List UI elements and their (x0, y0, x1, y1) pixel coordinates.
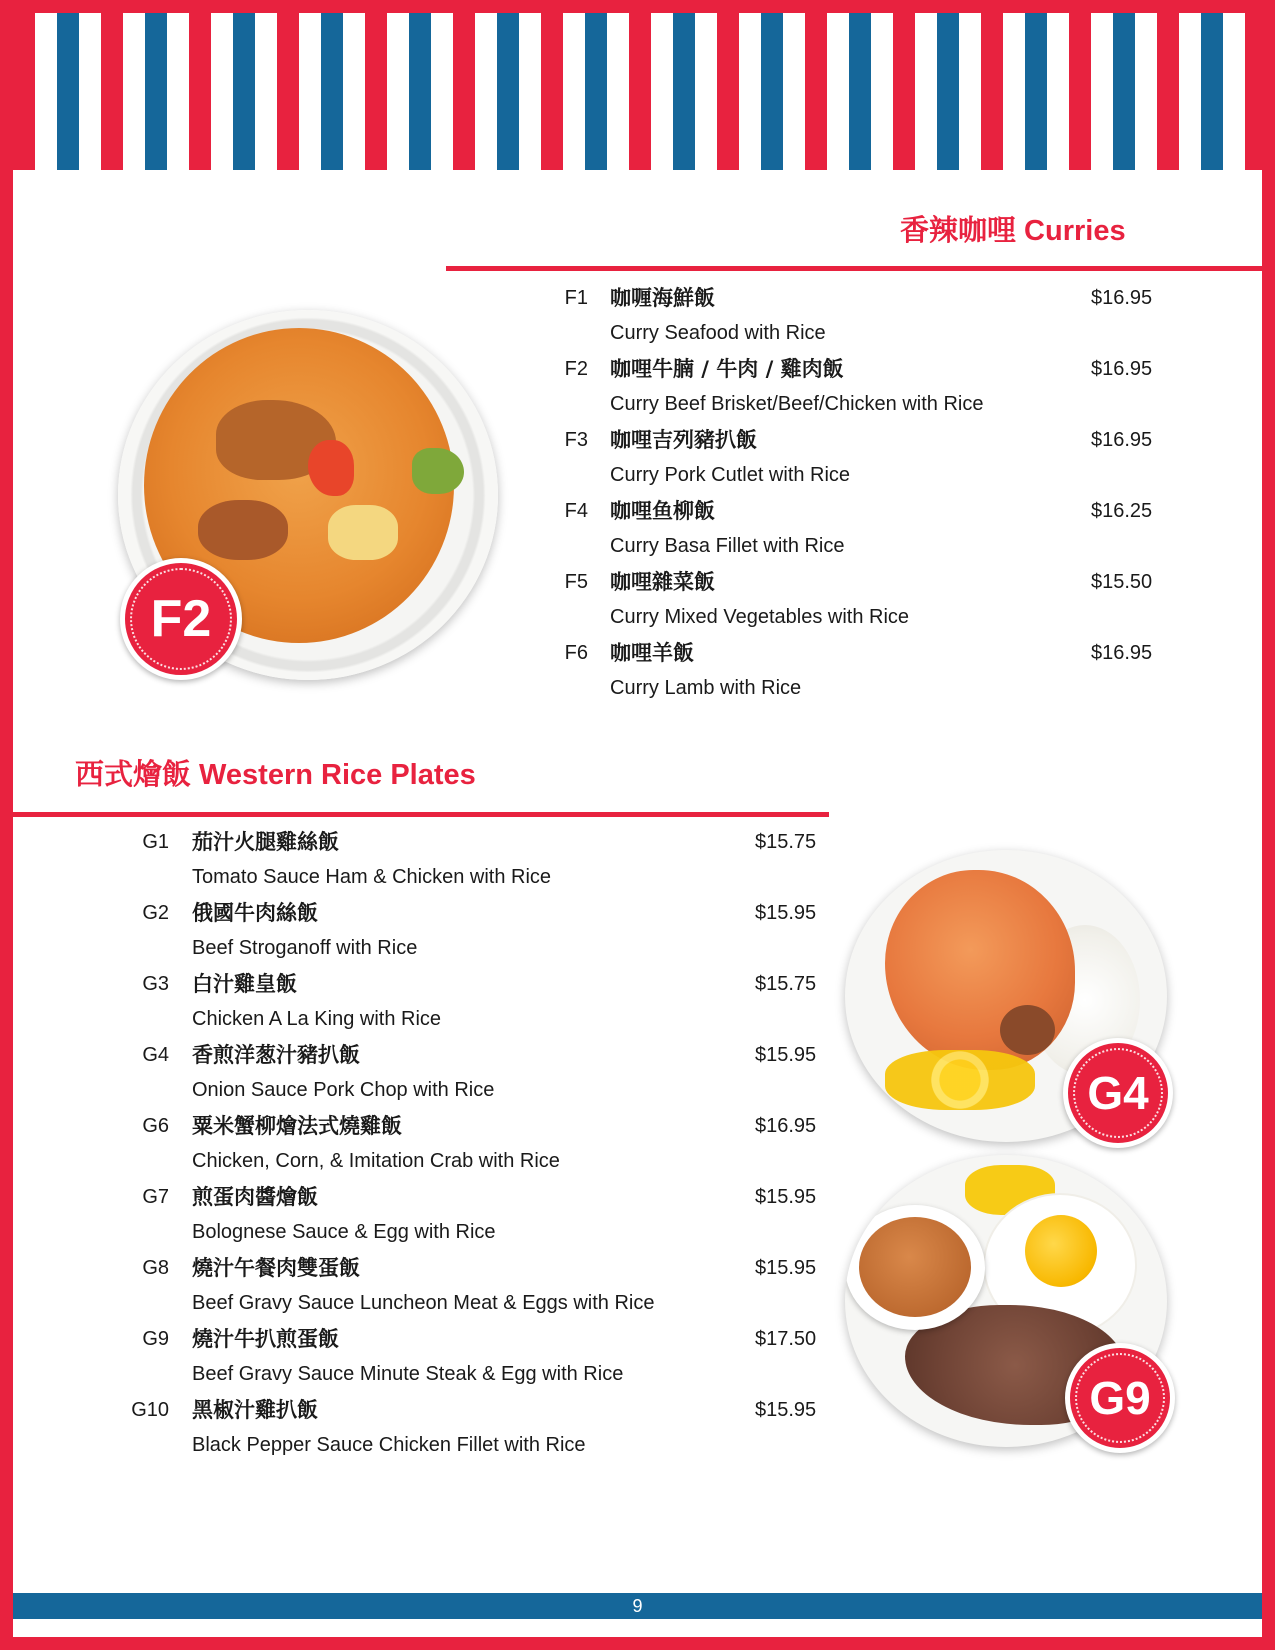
footer-bar (13, 1593, 1262, 1619)
item-price: $16.95 (1091, 642, 1153, 664)
item-english-name: Curry Mixed Vegetables with Rice (610, 606, 910, 628)
item-chinese-name: 煎蛋肉醬燴飯 (192, 1185, 318, 1209)
item-chinese-name: 香煎洋葱汁豬扒飯 (192, 1043, 360, 1067)
item-code: G9 (142, 1328, 169, 1350)
item-chinese-name: 咖哩鱼柳飯 (610, 499, 715, 523)
item-chinese-name: 白汁雞皇飯 (192, 972, 297, 996)
item-price: $15.75 (755, 973, 817, 995)
item-code: G2 (142, 902, 169, 924)
item-chinese-name: 粟米蟹柳燴法式燒雞飯 (192, 1114, 402, 1138)
item-english-name: Curry Lamb with Rice (610, 677, 802, 699)
item-code: F5 (564, 571, 588, 593)
item-english-name: Beef Stroganoff with Rice (192, 937, 418, 959)
item-price: $15.95 (755, 1399, 817, 1421)
menu-item (130, 1183, 830, 1254)
item-chinese-name: 俄國牛肉絲飯 (192, 901, 318, 925)
menu-item (552, 426, 1172, 497)
menu-item (130, 1325, 830, 1396)
item-chinese-name: 茄汁火腿雞絲飯 (192, 830, 339, 854)
item-english-name: Chicken A La King with Rice (192, 1008, 442, 1030)
red-pepper (308, 440, 354, 496)
item-english-name: Black Pepper Sauce Chicken Fillet with Rice (192, 1434, 586, 1456)
onion-slice (1000, 1005, 1055, 1055)
item-english-name: Curry Pork Cutlet with Rice (610, 464, 851, 486)
item-price: $15.95 (755, 1186, 817, 1208)
egg-yolk (1025, 1215, 1097, 1287)
green-pepper (412, 448, 464, 494)
menu-item (130, 1254, 830, 1325)
gravy-sauce (859, 1217, 971, 1317)
item-code: G4 (142, 1044, 169, 1066)
item-price: $16.95 (755, 1115, 817, 1137)
item-code: G3 (142, 973, 169, 995)
item-code: F3 (564, 429, 588, 451)
menu-item (552, 355, 1172, 426)
western-title-rule (13, 812, 829, 817)
item-price: $16.95 (1091, 287, 1153, 309)
item-code: G7 (142, 1186, 169, 1208)
item-price: $16.25 (1091, 500, 1153, 522)
item-chinese-name: 燒汁午餐肉雙蛋飯 (192, 1256, 360, 1280)
item-chinese-name: 咖哩牛腩 / 牛肉 / 雞肉飯 (610, 357, 844, 381)
menu-item (552, 284, 1172, 355)
item-price: $15.75 (755, 831, 817, 853)
curries-section-title: 香辣咖哩 Curries (900, 215, 1126, 247)
item-price: $15.95 (755, 1257, 817, 1279)
curry-meat (198, 500, 288, 560)
sauce-bowl (845, 1205, 985, 1330)
item-chinese-name: 黑椒汁雞扒飯 (192, 1398, 318, 1422)
item-chinese-name: 咖哩羊飯 (610, 641, 694, 665)
menu-item (130, 828, 830, 899)
item-english-name: Beef Gravy Sauce Luncheon Meat & Eggs with Rice (192, 1292, 655, 1314)
page-number: 9 (632, 1596, 643, 1616)
item-code: F2 (564, 358, 588, 380)
dish-code-badge: G4 (1063, 1038, 1173, 1148)
item-chinese-name: 咖哩雜菜飯 (610, 570, 715, 594)
corn-kernels (885, 1050, 1035, 1110)
menu-item (552, 639, 1172, 710)
item-chinese-name: 咖哩吉列豬扒飯 (610, 428, 757, 452)
dish-code-badge: G9 (1065, 1343, 1175, 1453)
dish-code-badge: F2 (120, 558, 242, 680)
item-price: $17.50 (755, 1328, 817, 1350)
item-price: $15.50 (1091, 571, 1153, 593)
menu-item (552, 497, 1172, 568)
curries-title-rule (446, 266, 1262, 271)
item-english-name: Tomato Sauce Ham & Chicken with Rice (192, 866, 552, 888)
item-english-name: Chicken, Corn, & Imitation Crab with Rice (192, 1150, 560, 1172)
item-code: G8 (142, 1257, 169, 1279)
item-english-name: Curry Seafood with Rice (610, 322, 826, 344)
curries-menu-list (552, 284, 1172, 710)
menu-item (130, 1041, 830, 1112)
item-code: F1 (564, 287, 588, 309)
item-price: $16.95 (1091, 358, 1153, 380)
item-code: F6 (564, 642, 588, 664)
item-code: G10 (131, 1399, 169, 1421)
item-code: G6 (142, 1115, 169, 1137)
menu-item (130, 1396, 830, 1467)
potato-chunk (328, 505, 398, 560)
menu-item (130, 899, 830, 970)
item-chinese-name: 咖喱海鮮飯 (610, 286, 715, 310)
item-price: $15.95 (755, 1044, 817, 1066)
item-chinese-name: 燒汁牛扒煎蛋飯 (192, 1327, 339, 1351)
item-code: G1 (142, 831, 169, 853)
western-menu-list (130, 828, 830, 1467)
item-english-name: Curry Beef Brisket/Beef/Chicken with Rice (610, 393, 984, 415)
item-price: $16.95 (1091, 429, 1153, 451)
menu-item (130, 1112, 830, 1183)
item-english-name: Bolognese Sauce & Egg with Rice (192, 1221, 496, 1243)
western-section-title: 西式燴飯 Western Rice Plates (75, 759, 476, 791)
item-english-name: Curry Basa Fillet with Rice (610, 535, 845, 557)
item-english-name: Onion Sauce Pork Chop with Rice (192, 1079, 495, 1101)
item-code: F4 (564, 500, 588, 522)
menu-item (130, 970, 830, 1041)
item-price: $15.95 (755, 902, 817, 924)
striped-header-banner (13, 13, 1262, 170)
menu-item (552, 568, 1172, 639)
item-english-name: Beef Gravy Sauce Minute Steak & Egg with Rice (192, 1363, 624, 1385)
